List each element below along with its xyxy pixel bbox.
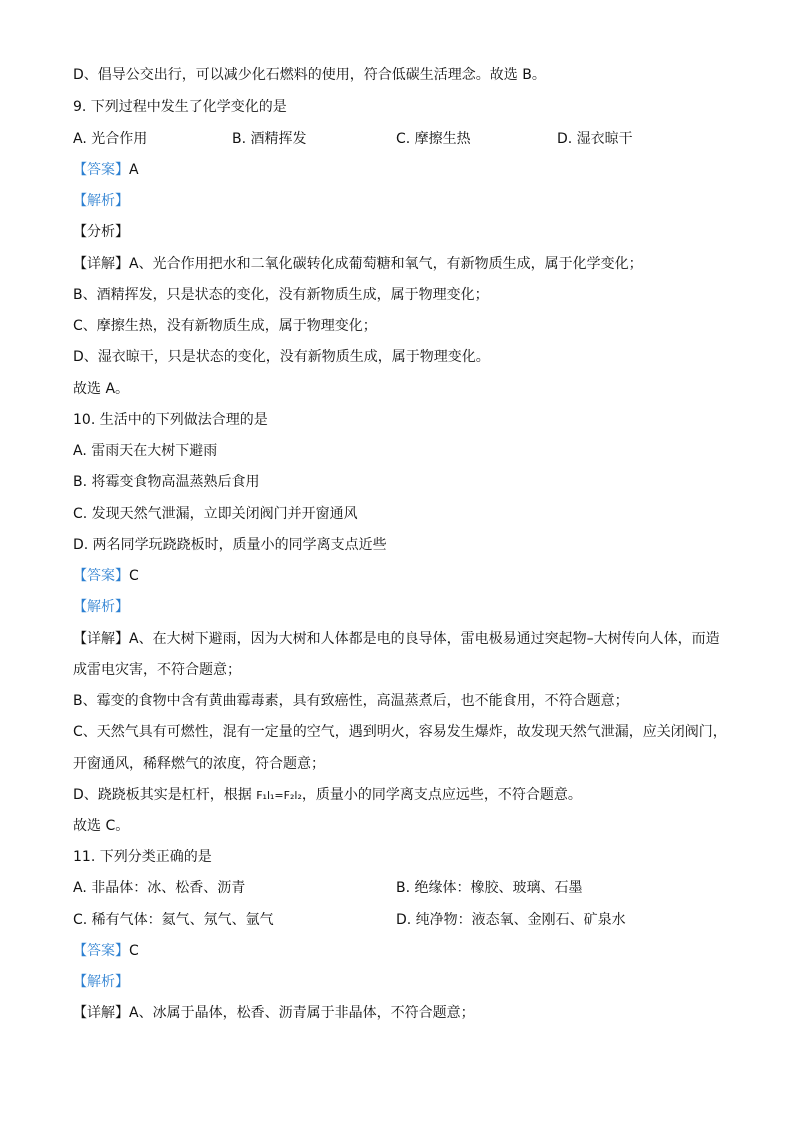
q9-option-a: A. 光合作用	[73, 131, 148, 147]
q9-option-d: D. 湿衣晾干	[557, 131, 633, 147]
answer-value: C	[129, 943, 139, 959]
text-segment: ，质量小的同学离支点应远些，不符合题意。	[301, 787, 582, 803]
q9-option-c: C. 摩擦生热	[396, 131, 471, 147]
q10-option-a: A. 雷雨天在大树下避雨	[73, 443, 218, 459]
text-line: 成雷电灾害，不符合题意；	[73, 662, 241, 678]
text-segment: D、跷跷板其实是杠杆，根据	[73, 787, 257, 803]
detail-label: 【详解】	[73, 631, 129, 647]
answer-value: C	[129, 568, 139, 584]
detail-text: A、冰属于晶体，松香、沥青属于非晶体，不符合题意；	[129, 1005, 475, 1021]
detail-label: 【详解】	[73, 1005, 129, 1021]
fenxi-label: 【分析】	[73, 224, 129, 240]
question-11: 11. 下列分类正确的是	[73, 849, 212, 865]
analysis-label: 【解析】	[73, 193, 129, 209]
text-line: 故选 C。	[73, 818, 130, 834]
q11-option-d: D. 纯净物：液态氧、金刚石、矿泉水	[396, 912, 626, 928]
text-line: C、摩擦生热，没有新物质生成，属于物理变化；	[73, 318, 377, 334]
text-line: 故选 A。	[73, 381, 130, 397]
q11-option-c: C. 稀有气体：氦气、氖气、氩气	[73, 912, 274, 928]
answer-value: A	[129, 162, 139, 178]
answer-label: 【答案】	[73, 568, 129, 584]
text-line: B、酒精挥发，只是状态的变化，没有新物质生成，属于物理变化；	[73, 287, 489, 303]
detail-label: 【详解】	[73, 256, 129, 272]
answer-label: 【答案】	[73, 943, 129, 959]
q10-option-c: C. 发现天然气泄漏，立即关闭阀门并开窗通风	[73, 506, 358, 522]
q11-option-a: A. 非晶体：冰、松香、沥青	[73, 880, 246, 896]
detail-line	[73, 1003, 475, 1023]
analysis-label: 【解析】	[73, 974, 129, 990]
question-10: 10. 生活中的下列做法合理的是	[73, 412, 268, 428]
text-line: B、霉变的食物中含有黄曲霉毒素，具有致癌性，高温蒸煮后，也不能食用，不符合题意；	[73, 693, 629, 709]
answer-label: 【答案】	[73, 162, 129, 178]
analysis-label: 【解析】	[73, 599, 129, 615]
text-line: D、倡导公交出行，可以减少化石燃料的使用，符合低碳生活理念。故选 B。	[73, 67, 546, 83]
answer-line	[73, 566, 139, 586]
detail-text: A、光合作用把水和二氧化碳转化成葡萄糖和氧气，有新物质生成，属于化学变化；	[129, 256, 643, 272]
detail-text: A、在大树下避雨，因为大树和人体都是电的良导体，雷电极易通过突起物–大树传向人体，而造	[129, 631, 720, 647]
detail-line	[73, 629, 720, 649]
q11-option-b: B. 绝缘体：橡胶、玻璃、石墨	[396, 880, 583, 896]
q9-option-b: B. 酒精挥发	[232, 131, 307, 147]
detail-line	[73, 254, 643, 274]
question-9: 9. 下列过程中发生了化学变化的是	[73, 99, 287, 115]
text-line	[73, 785, 582, 806]
answer-line	[73, 160, 139, 180]
q10-option-b: B. 将霉变食物高温蒸熟后食用	[73, 474, 260, 490]
answer-line	[73, 941, 139, 961]
formula: F₁l₁=F₂l₂	[256, 789, 302, 802]
q10-option-d: D. 两名同学玩跷跷板时，质量小的同学离支点近些	[73, 537, 387, 553]
text-line: D、湿衣晾干，只是状态的变化，没有新物质生成，属于物理变化。	[73, 349, 490, 365]
text-line: C、天然气具有可燃性，混有一定量的空气，遇到明火，容易发生爆炸，故发现天然气泄漏，应关闭阀门，	[73, 724, 727, 740]
text-line: 开窗通风，稀释燃气的浓度，符合题意；	[73, 756, 325, 772]
